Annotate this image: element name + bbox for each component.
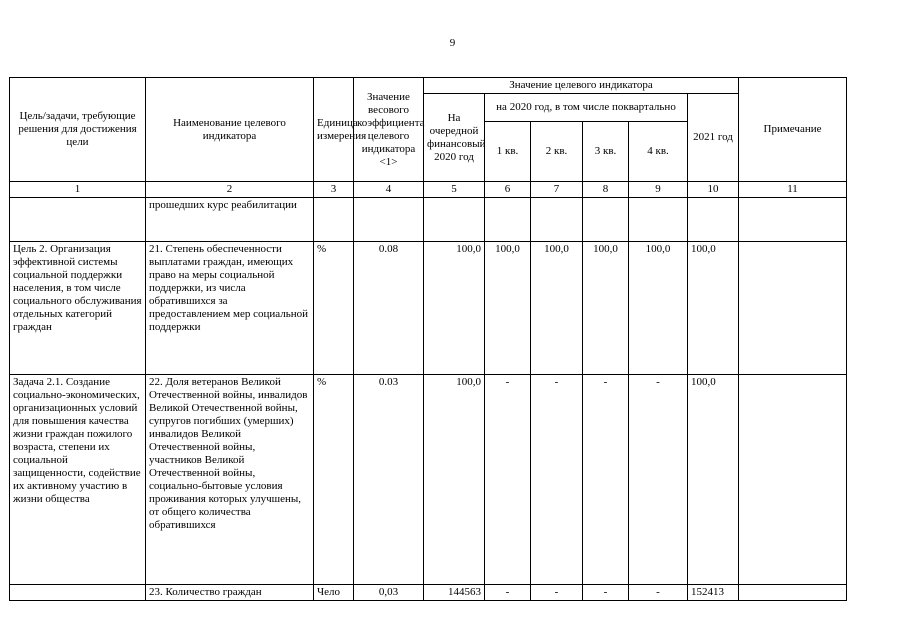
indicator-name-cell: 22. Доля ветеранов Великой Отечественной войны, инвалидов Великой Отечественной войны, супругов погибших (умерших) инвалидов Великой Отечественной войны, участников Великой Отечественной войны, социально-бытовые условия проживания которых улучшены, от общего количества обратившихся <box>146 375 314 585</box>
value-2021-cell: 100,0 <box>688 375 739 585</box>
header-q4: 4 кв. <box>629 122 688 182</box>
header-indicator-name: Наименование целевого индикатора <box>146 78 314 182</box>
q3-cell: - <box>583 585 629 601</box>
value-2020-cell: 100,0 <box>424 375 485 585</box>
q3-cell: 100,0 <box>583 242 629 375</box>
q1-cell: 100,0 <box>485 242 531 375</box>
unit-cell <box>314 198 354 242</box>
indicator-name-cell: 23. Количество граждан <box>146 585 314 601</box>
q4-cell <box>629 198 688 242</box>
q1-cell: - <box>485 375 531 585</box>
q2-cell <box>531 198 583 242</box>
value-2020-cell: 144563 <box>424 585 485 601</box>
header-2021: 2021 год <box>688 94 739 182</box>
q3-cell <box>583 198 629 242</box>
value-2021-cell: 100,0 <box>688 242 739 375</box>
weight-cell: 0.08 <box>354 242 424 375</box>
indicator-name-cell: 21. Степень обеспеченности выплатами граждан, имеющих право на меры социальной поддержки, из числа обратившихся за предоставлением мер социальной поддержки <box>146 242 314 375</box>
q2-cell: - <box>531 375 583 585</box>
column-number: 1 <box>10 182 146 198</box>
weight-cell <box>354 198 424 242</box>
column-number: 7 <box>531 182 583 198</box>
header-q1: 1 кв. <box>485 122 531 182</box>
note-cell <box>739 375 847 585</box>
column-number-row <box>10 182 847 198</box>
header-unit: Единица измерения <box>314 78 354 182</box>
q3-cell: - <box>583 375 629 585</box>
header-target-value: Значение целевого индикатора <box>424 78 739 94</box>
column-number: 2 <box>146 182 314 198</box>
page-number: 9 <box>449 37 456 49</box>
value-2021-cell <box>688 198 739 242</box>
indicator-name-cell: прошедших курс реабилитации <box>146 198 314 242</box>
header-weight: Значение весового коэффициента целевого индикатора <1> <box>354 78 424 182</box>
column-number: 11 <box>739 182 847 198</box>
value-2021-cell: 152413 <box>688 585 739 601</box>
indicators-table <box>9 77 847 601</box>
table-row <box>10 585 847 601</box>
column-number: 10 <box>688 182 739 198</box>
q1-cell: - <box>485 585 531 601</box>
table-row <box>10 242 847 375</box>
header-note: Примечание <box>739 78 847 182</box>
column-number: 6 <box>485 182 531 198</box>
value-2020-cell: 100,0 <box>424 242 485 375</box>
column-number: 5 <box>424 182 485 198</box>
unit-cell: Чело <box>314 585 354 601</box>
table-row <box>10 375 847 585</box>
column-number: 9 <box>629 182 688 198</box>
column-number: 8 <box>583 182 629 198</box>
value-2020-cell <box>424 198 485 242</box>
goal-cell: Задача 2.1. Создание социально-экономических, организационных условий для повышения качества жизни граждан пожилого возраста, степени их социальной защищенности, содействие их активному участию в жизни общества <box>10 375 146 585</box>
header-next-year: На очередной финансовый 2020 год <box>424 94 485 182</box>
q4-cell: - <box>629 375 688 585</box>
q1-cell <box>485 198 531 242</box>
unit-cell: % <box>314 242 354 375</box>
weight-cell: 0.03 <box>354 375 424 585</box>
q2-cell: - <box>531 585 583 601</box>
q2-cell: 100,0 <box>531 242 583 375</box>
header-q3: 3 кв. <box>583 122 629 182</box>
goal-cell <box>10 198 146 242</box>
header-q2: 2 кв. <box>531 122 583 182</box>
goal-cell <box>10 585 146 601</box>
header-quarterly: на 2020 год, в том числе поквартально <box>485 94 688 122</box>
note-cell <box>739 242 847 375</box>
q4-cell: 100,0 <box>629 242 688 375</box>
column-number: 3 <box>314 182 354 198</box>
header-goal: Цель/задачи, требующие решения для достижения цели <box>10 78 146 182</box>
table-row <box>10 198 847 242</box>
unit-cell: % <box>314 375 354 585</box>
q4-cell: - <box>629 585 688 601</box>
goal-cell: Цель 2. Организация эффективной системы социальной поддержки населения, в том числе социального обслуживания отдельных категорий граждан <box>10 242 146 375</box>
note-cell <box>739 585 847 601</box>
column-number: 4 <box>354 182 424 198</box>
note-cell <box>739 198 847 242</box>
weight-cell: 0,03 <box>354 585 424 601</box>
